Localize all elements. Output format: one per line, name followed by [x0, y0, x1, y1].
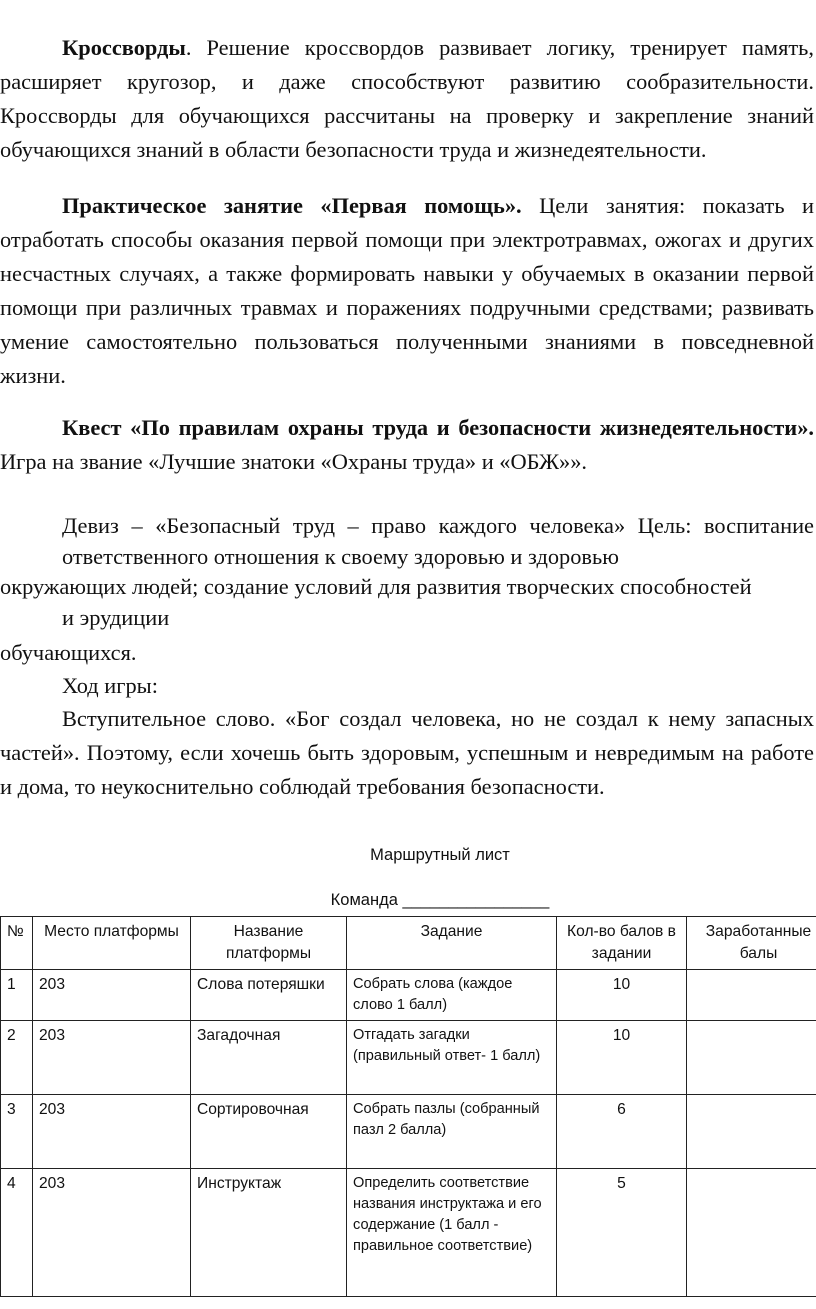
- quest-text: Игра на звание «Лучшие знатоки «Охраны труда» и «ОБЖ»».: [0, 449, 588, 474]
- table-row: [1, 1021, 816, 1095]
- header-name: Название платформы: [191, 917, 347, 970]
- paragraph-crosswords: [0, 31, 814, 167]
- paragraph-first-aid: [0, 189, 814, 393]
- cell-name: Сортировочная: [191, 1095, 347, 1169]
- cell-place: 203: [33, 970, 191, 1021]
- cell-task: Собрать слова (каждое слово 1 балл): [347, 970, 557, 1021]
- cell-number: 3: [1, 1095, 33, 1169]
- cell-task: Определить соответствие названия инструктажа и его содержание (1 балл - правильное соответствие): [347, 1169, 557, 1297]
- motto-line-5: обучающихся.: [0, 640, 137, 665]
- cell-earned: [687, 1095, 816, 1169]
- cell-number: 1: [1, 970, 33, 1021]
- table-row: [1, 1169, 816, 1297]
- header-number: №: [1, 917, 33, 970]
- quest-heading: Квест «По правилам охраны труда и безопасности жизнедеятельности».: [62, 415, 814, 440]
- cell-place: 203: [33, 1095, 191, 1169]
- cell-points: 10: [557, 970, 687, 1021]
- team-label: Команда ________________: [330, 891, 550, 909]
- motto-line-3: окружающих людей; создание условий для развития творческих способностей: [0, 574, 752, 599]
- cell-name: Загадочная: [191, 1021, 347, 1095]
- header-earned: Заработанные балы: [687, 917, 816, 970]
- header-task: Задание: [347, 917, 557, 970]
- paragraph-quest: [0, 411, 814, 479]
- cell-place: 203: [33, 1021, 191, 1095]
- cell-task: Отгадать загадки (правильный ответ- 1 балл): [347, 1021, 557, 1095]
- cell-task: Собрать пазлы (собранный пазл 2 балла): [347, 1095, 557, 1169]
- route-table: [0, 916, 816, 1297]
- motto-line-2: ответственного отношения к своему здоровью и здоровью: [62, 544, 619, 569]
- cell-earned: [687, 1169, 816, 1297]
- crosswords-heading: Кроссворды: [62, 35, 186, 60]
- cell-points: 6: [557, 1095, 687, 1169]
- cell-points: 10: [557, 1021, 687, 1095]
- cell-earned: [687, 970, 816, 1021]
- cell-number: 2: [1, 1021, 33, 1095]
- table-row: [1, 1095, 816, 1169]
- header-points: Кол-во балов в задании: [557, 917, 687, 970]
- first-aid-heading: Практическое занятие «Первая помощь».: [62, 193, 522, 218]
- cell-earned: [687, 1021, 816, 1095]
- cell-place: 203: [33, 1169, 191, 1297]
- game-course-label: Ход игры:: [62, 673, 158, 698]
- table-header-row: [1, 917, 816, 970]
- table-row: [1, 970, 816, 1021]
- route-sheet-title: Маршрутный лист: [370, 846, 510, 864]
- crosswords-text: . Решение кроссвордов развивает логику, тренирует память, расширяет кругозор, и даже способствуют развитию сообразительности. Кроссворды для обучающихся рассчитаны на проверку и закрепление знаний обучающихся знаний в области безопасности труда и жизнедеятельности.: [0, 35, 814, 162]
- first-aid-text: Цели занятия: показать и отработать способы оказания первой помощи при электротравмах, ожогах и других несчастных случаях, а также формировать навыки у обучаемых в оказании первой помощи при различных травмах и поражениях подручными средствами; развивать умение самостоятельно пользоваться полученными знаниями в повседневной жизни.: [0, 193, 814, 388]
- cell-points: 5: [557, 1169, 687, 1297]
- cell-number: 4: [1, 1169, 33, 1297]
- motto-line-4: и эрудиции: [62, 605, 170, 630]
- cell-name: Слова потеряшки: [191, 970, 347, 1021]
- paragraph-intro: Вступительное слово. «Бог создал человека, но не создал к нему запасных частей». Поэтому, если хочешь быть здоровым, успешным и невредимым на работе и дома, то неукоснительно соблюдай требования безопасности.: [0, 706, 814, 799]
- header-place: Место платформы: [33, 917, 191, 970]
- cell-name: Инструктаж: [191, 1169, 347, 1297]
- motto-line-1: Девиз – «Безопасный труд – право каждого человека» Цель: воспитание: [62, 513, 814, 538]
